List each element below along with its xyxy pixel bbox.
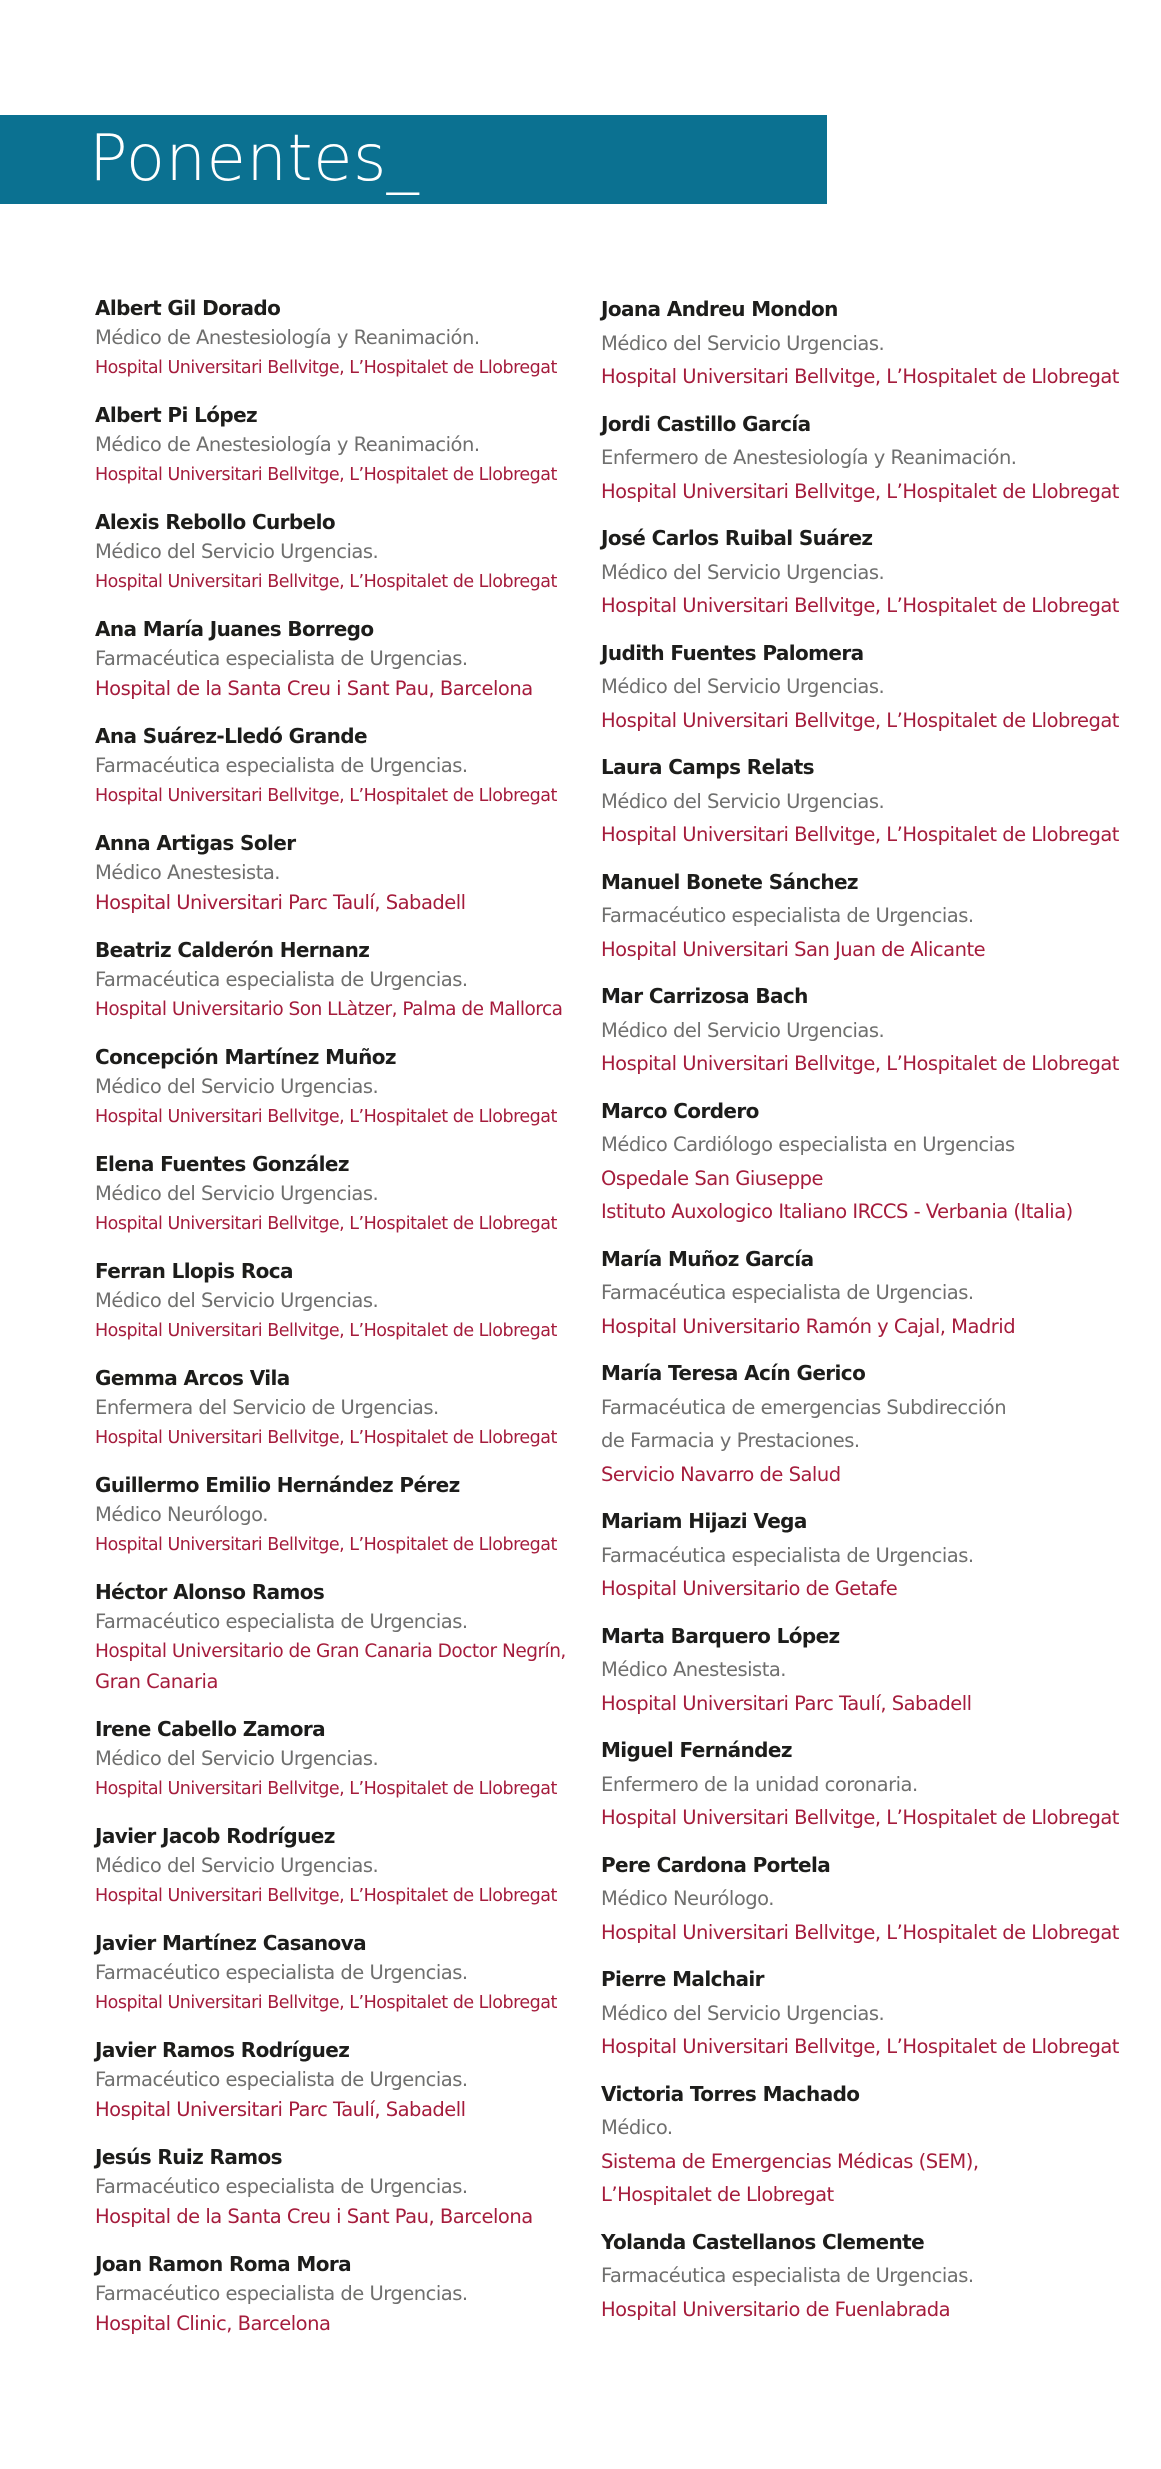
speaker-role xyxy=(601,2259,1131,2293)
speaker-role-line: Médico del Servicio Urgencias. xyxy=(601,1018,885,1042)
speaker-role xyxy=(601,1276,1131,1310)
speaker-name: Manuel Bonete Sánchez xyxy=(601,869,858,894)
speaker-entry xyxy=(601,1505,1131,1606)
speaker-role xyxy=(95,858,570,888)
speaker-institution-line: Hospital Universitari Bellvitge, L’Hospitalet de Llobregat xyxy=(95,1214,557,1234)
speaker-role-line: Médico del Servicio Urgencias. xyxy=(95,1747,379,1770)
speaker-institution xyxy=(601,1162,1131,1229)
speaker-entry xyxy=(601,751,1131,852)
speaker-role-line: Médico Cardiólogo especialista en Urgencias xyxy=(601,1133,1015,1156)
speaker-role xyxy=(601,1539,1131,1573)
speaker-role xyxy=(95,751,570,781)
speaker-name: Javier Ramos Rodríguez xyxy=(95,2038,350,2062)
speaker-entry xyxy=(95,1149,570,1239)
speaker-institution-line: Hospital Universitari Bellvitge, L’Hospitalet de Llobregat xyxy=(601,1052,1119,1075)
speaker-entry xyxy=(601,1095,1131,1229)
speaker-entry xyxy=(601,866,1131,967)
speaker-role xyxy=(601,1653,1131,1687)
speaker-role xyxy=(601,1391,1131,1458)
speaker-institution xyxy=(601,818,1131,852)
speaker-institution-line: Hospital Universitari San Juan de Alicante xyxy=(601,937,986,961)
speaker-name: Albert Gil Dorado xyxy=(95,296,281,320)
speaker-role xyxy=(601,899,1131,933)
speaker-role xyxy=(95,2279,570,2309)
speaker-entry xyxy=(601,1734,1131,1835)
speaker-role xyxy=(601,1768,1131,1802)
speaker-role xyxy=(95,1607,570,1637)
speaker-institution-line: Hospital Universitari Bellvitge, L’Hospitalet de Llobregat xyxy=(95,1535,557,1555)
speaker-name: Joana Andreu Mondon xyxy=(601,297,838,321)
speaker-role-line: Farmacéutico especialista de Urgencias. xyxy=(95,2068,468,2091)
speaker-role-line: Farmacéutica especialista de Urgencias. xyxy=(601,1281,974,1304)
speaker-role xyxy=(601,556,1131,590)
speaker-entry xyxy=(95,614,570,704)
speaker-role-line: de Farmacia y Prestaciones. xyxy=(601,1429,860,1452)
speaker-role-line: Farmacéutico especialista de Urgencias. xyxy=(95,1961,468,1984)
speaker-institution-line: Hospital Universitario de Getafe xyxy=(601,1577,898,1600)
speaker-role-line: Médico Neurólogo. xyxy=(95,1503,268,1526)
speaker-role-line: Médico del Servicio Urgencias. xyxy=(95,540,379,563)
speaker-name: Gemma Arcos Vila xyxy=(95,1366,290,1390)
speaker-institution-line: Hospital Universitari Bellvitge, L’Hospitalet de Llobregat xyxy=(95,572,557,592)
speaker-name: Albert Pi López xyxy=(95,403,258,427)
speaker-role xyxy=(95,1393,570,1423)
speaker-institution xyxy=(95,460,570,490)
speaker-role xyxy=(95,537,570,567)
speaker-role-line: Médico de Anestesiología y Reanimación. xyxy=(95,326,480,349)
speaker-entry xyxy=(95,828,570,918)
speaker-name: Javier Jacob Rodríguez xyxy=(95,1824,335,1848)
speaker-name: Pierre Malchair xyxy=(601,1967,764,1991)
speaker-institution-line: Hospital Universitari Parc Taulí, Sabadell xyxy=(95,891,466,914)
speaker-role xyxy=(601,2111,1131,2145)
speaker-institution-line: Hospital Universitari Bellvitge, L’Hospitalet de Llobregat xyxy=(95,1321,557,1341)
speaker-entry xyxy=(601,408,1131,509)
speaker-name: Javier Martínez Casanova xyxy=(95,1931,366,1955)
speaker-institution xyxy=(601,1916,1131,1950)
speaker-entry xyxy=(95,1256,570,1346)
speaker-institution-line: Hospital Universitari Parc Taulí, Sabadell xyxy=(95,2098,466,2121)
speaker-role-line: Médico de Anestesiología y Reanimación. xyxy=(95,433,480,456)
speaker-entry xyxy=(601,980,1131,1081)
speaker-institution xyxy=(95,353,570,383)
speaker-role xyxy=(601,670,1131,704)
speaker-institution xyxy=(95,1209,570,1239)
speaker-institution-line: Hospital Universitari Bellvitge, L’Hospitalet de Llobregat xyxy=(95,465,557,485)
speaker-institution-line: Hospital de la Santa Creu i Sant Pau, Barcelona xyxy=(95,677,533,700)
speaker-role xyxy=(601,1997,1131,2031)
speaker-role-line: Enfermero de la unidad coronaria. xyxy=(601,1772,918,1796)
speaker-role-line: Médico del Servicio Urgencias. xyxy=(601,331,885,355)
speaker-entry xyxy=(95,1928,570,2018)
speaker-entry xyxy=(601,1243,1131,1344)
speaker-institution-line: Gran Canaria xyxy=(95,1670,218,1693)
speaker-institution-line: Hospital Universitario Ramón y Cajal, Madrid xyxy=(601,1314,1016,1338)
speaker-role-line: Farmacéutica de emergencias Subdirección xyxy=(601,1395,1007,1419)
speaker-name: Héctor Alonso Ramos xyxy=(95,1580,325,1604)
speaker-role-line: Médico Neurólogo. xyxy=(601,1887,774,1910)
speaker-role xyxy=(95,323,570,353)
speaker-entry xyxy=(95,1714,570,1804)
speaker-institution xyxy=(601,2030,1131,2064)
speaker-role-line: Enfermera del Servicio de Urgencias. xyxy=(95,1396,439,1419)
speaker-role-line: Médico del Servicio Urgencias. xyxy=(601,789,885,813)
speaker-entry xyxy=(95,721,570,811)
speaker-institution xyxy=(601,475,1131,509)
speaker-institution-line: Hospital Universitario de Gran Canaria Doctor Negrín, xyxy=(95,1641,566,1662)
speaker-role xyxy=(95,1179,570,1209)
speaker-role xyxy=(601,441,1131,475)
speaker-role-line: Farmacéutica especialista de Urgencias. xyxy=(95,754,468,777)
speaker-role xyxy=(95,644,570,674)
speaker-institution xyxy=(601,1310,1131,1344)
speaker-role xyxy=(601,1128,1131,1162)
speaker-institution xyxy=(95,2095,570,2125)
speaker-entry xyxy=(601,522,1131,623)
speaker-institution xyxy=(95,781,570,811)
speaker-role-line: Farmacéutico especialista de Urgencias. xyxy=(95,1610,468,1633)
speaker-name: Jesús Ruiz Ramos xyxy=(95,2145,282,2169)
speaker-role-line: Enfermero de Anestesiología y Reanimación. xyxy=(601,446,1017,469)
speaker-entry xyxy=(601,2226,1131,2327)
speaker-role-line: Farmacéutica especialista de Urgencias. xyxy=(95,647,468,670)
speaker-name: Pere Cardona Portela xyxy=(601,1852,831,1877)
speaker-entry xyxy=(601,1357,1131,1491)
speaker-institution xyxy=(601,1687,1131,1721)
speaker-institution xyxy=(95,2309,570,2339)
speaker-role xyxy=(95,2065,570,2095)
speaker-entry xyxy=(601,1620,1131,1721)
speaker-role-line: Médico del Servicio Urgencias. xyxy=(95,1854,379,1877)
speaker-name: Ana Suárez-Lledó Grande xyxy=(95,724,367,748)
speaker-role xyxy=(601,785,1131,819)
speaker-institution xyxy=(95,2202,570,2232)
speaker-entry xyxy=(601,1963,1131,2064)
speaker-institution-line: L’Hospitalet de Llobregat xyxy=(601,2183,834,2206)
speaker-name: Judith Fuentes Palomera xyxy=(601,640,864,665)
speaker-institution-line: Servicio Navarro de Salud xyxy=(601,1462,841,1486)
speaker-role xyxy=(95,1286,570,1316)
speaker-name: Concepción Martínez Muñoz xyxy=(95,1045,396,1069)
speaker-institution xyxy=(95,1774,570,1804)
speaker-institution xyxy=(601,2293,1131,2327)
speaker-institution xyxy=(601,2145,1131,2212)
speaker-institution-line: Istituto Auxologico Italiano IRCCS - Verbania (Italia) xyxy=(601,1200,1073,1223)
speaker-entry xyxy=(601,293,1131,394)
speaker-name: Beatriz Calderón Hernanz xyxy=(95,938,370,962)
speaker-role xyxy=(601,1882,1131,1916)
speaker-entry xyxy=(95,1042,570,1132)
speaker-institution-line: Ospedale San Giuseppe xyxy=(601,1166,824,1190)
speaker-institution-line: Hospital Universitari Bellvitge, L’Hospitalet de Llobregat xyxy=(95,358,557,378)
speaker-name: Laura Camps Relats xyxy=(601,755,814,779)
speaker-role-line: Médico del Servicio Urgencias. xyxy=(601,2001,885,2025)
speaker-role-line: Farmacéutica especialista de Urgencias. xyxy=(95,968,468,991)
speaker-institution xyxy=(601,589,1131,623)
speaker-institution xyxy=(95,1530,570,1560)
speaker-entry xyxy=(95,1363,570,1453)
speaker-institution xyxy=(601,1458,1131,1492)
speaker-entry xyxy=(95,2249,570,2339)
speaker-entry xyxy=(95,1577,570,1697)
speaker-institution-line: Hospital de la Santa Creu i Sant Pau, Barcelona xyxy=(95,2205,533,2228)
speaker-role-line: Médico del Servicio Urgencias. xyxy=(601,675,885,698)
speaker-institution-line: Hospital Universitari Bellvitge, L’Hospitalet de Llobregat xyxy=(95,786,557,806)
speaker-entry xyxy=(601,1849,1131,1950)
speaker-role xyxy=(95,1744,570,1774)
speakers-column-left xyxy=(95,293,570,2356)
speaker-name: Ana María Juanes Borrego xyxy=(95,617,374,641)
speaker-role-line: Farmacéutico especialista de Urgencias. xyxy=(95,2175,468,2198)
speaker-institution-line: Hospital Universitari Parc Taulí, Sabadell xyxy=(601,1691,972,1715)
speaker-name: Ferran Llopis Roca xyxy=(95,1259,293,1283)
speaker-role xyxy=(601,327,1131,361)
speaker-role-line: Médico del Servicio Urgencias. xyxy=(95,1075,379,1098)
speaker-role-line: Médico. xyxy=(601,2116,673,2139)
speaker-institution-line: Hospital Universitari Bellvitge, L’Hospitalet de Llobregat xyxy=(601,1920,1119,1944)
speaker-institution xyxy=(95,888,570,918)
speaker-institution-line: Hospital Universitari Bellvitge, L’Hospitalet de Llobregat xyxy=(95,1993,557,2013)
speaker-name: Yolanda Castellanos Clemente xyxy=(601,2229,925,2254)
speaker-role xyxy=(95,1072,570,1102)
speaker-role-line: Farmacéutico especialista de Urgencias. xyxy=(601,904,974,927)
speaker-name: María Muñoz García xyxy=(601,1246,814,1271)
speaker-name: Irene Cabello Zamora xyxy=(95,1717,326,1741)
speaker-institution xyxy=(95,674,570,704)
speaker-name: María Teresa Acín Gerico xyxy=(601,1361,866,1385)
speaker-role xyxy=(601,1014,1131,1048)
speaker-institution-line: Hospital Universitari Bellvitge, L’Hospitalet de Llobregat xyxy=(95,1779,557,1799)
speaker-institution-line: Hospital Universitari Bellvitge, L’Hospitalet de Llobregat xyxy=(95,1886,557,1906)
speaker-name: Miguel Fernández xyxy=(601,1738,792,1762)
speaker-institution-line: Hospital Universitari Bellvitge, L’Hospitalet de Llobregat xyxy=(601,2035,1119,2058)
speaker-institution xyxy=(601,704,1131,738)
speaker-name: Marco Cordero xyxy=(601,1098,759,1123)
speaker-institution xyxy=(601,360,1131,394)
speaker-institution-line: Hospital Universitari Bellvitge, L’Hospitalet de Llobregat xyxy=(601,594,1119,617)
speaker-role xyxy=(95,1958,570,1988)
speaker-name: Marta Barquero López xyxy=(601,1623,840,1648)
header-banner xyxy=(0,115,827,204)
speaker-role-line: Médico Anestesista. xyxy=(601,1658,786,1681)
page-title: Ponentes_ xyxy=(89,122,420,196)
speaker-name: Mariam Hijazi Vega xyxy=(601,1509,807,1533)
speaker-institution-line: Hospital Universitari Bellvitge, L’Hospitalet de Llobregat xyxy=(601,1806,1119,1829)
speaker-entry xyxy=(95,2035,570,2125)
speaker-entry xyxy=(95,2142,570,2232)
speaker-role-line: Médico del Servicio Urgencias. xyxy=(95,1289,379,1312)
speaker-institution-line: Hospital Clinic, Barcelona xyxy=(95,2312,331,2335)
speaker-institution xyxy=(95,1637,570,1697)
speaker-role xyxy=(95,1500,570,1530)
speaker-entry xyxy=(95,400,570,490)
speaker-institution-line: Hospital Universitari Bellvitge, L’Hospitalet de Llobregat xyxy=(95,1428,557,1448)
speaker-institution xyxy=(95,1423,570,1453)
speaker-role xyxy=(95,430,570,460)
speaker-institution xyxy=(95,1316,570,1346)
speaker-institution xyxy=(95,1102,570,1132)
speaker-role xyxy=(95,1851,570,1881)
speaker-role xyxy=(95,2172,570,2202)
speaker-entry xyxy=(601,2078,1131,2212)
speaker-entry xyxy=(601,637,1131,738)
speaker-role-line: Farmacéutica especialista de Urgencias. xyxy=(601,2264,974,2287)
speaker-name: Mar Carrizosa Bach xyxy=(601,984,808,1008)
speaker-institution xyxy=(601,1801,1131,1835)
speaker-entry xyxy=(95,935,570,1025)
speaker-role-line: Médico del Servicio Urgencias. xyxy=(601,560,885,584)
speaker-entry xyxy=(95,507,570,597)
speaker-name: José Carlos Ruibal Suárez xyxy=(601,526,873,550)
speaker-role xyxy=(95,965,570,995)
speaker-role-line: Farmacéutico especialista de Urgencias. xyxy=(95,2282,468,2305)
speaker-name: Guillermo Emilio Hernández Pérez xyxy=(95,1473,460,1497)
speaker-role-line: Farmacéutica especialista de Urgencias. xyxy=(601,1543,974,1567)
speaker-entry xyxy=(95,293,570,383)
speaker-institution xyxy=(601,1572,1131,1606)
speaker-institution-line: Hospital Universitario de Fuenlabrada xyxy=(601,2297,951,2321)
speaker-name: Jordi Castillo García xyxy=(601,411,811,436)
speaker-institution xyxy=(601,1047,1131,1081)
speaker-name: Joan Ramon Roma Mora xyxy=(95,2252,351,2276)
speaker-entry xyxy=(95,1470,570,1560)
speaker-institution-line: Hospital Universitari Bellvitge, L’Hospitalet de Llobregat xyxy=(601,823,1119,846)
speaker-institution xyxy=(95,995,570,1025)
speaker-institution-line: Hospital Universitari Bellvitge, L’Hospitalet de Llobregat xyxy=(95,1107,557,1127)
speakers-column-right xyxy=(601,293,1131,2340)
speaker-name: Alexis Rebollo Curbelo xyxy=(95,510,336,534)
speaker-institution xyxy=(95,567,570,597)
speaker-role-line: Médico Anestesista. xyxy=(95,861,280,884)
speaker-institution-line: Hospital Universitari Bellvitge, L’Hospitalet de Llobregat xyxy=(601,365,1119,388)
speaker-institution-line: Sistema de Emergencias Médicas (SEM), xyxy=(601,2149,979,2173)
speaker-institution xyxy=(601,933,1131,967)
speaker-entry xyxy=(95,1821,570,1911)
speaker-role-line: Médico del Servicio Urgencias. xyxy=(95,1182,379,1205)
speaker-name: Elena Fuentes González xyxy=(95,1152,349,1176)
speaker-institution-line: Hospital Universitari Bellvitge, L’Hospitalet de Llobregat xyxy=(601,479,1119,503)
speaker-institution-line: Hospital Universitari Bellvitge, L’Hospitalet de Llobregat xyxy=(601,708,1119,732)
speaker-name: Victoria Torres Machado xyxy=(601,2081,860,2106)
speaker-name: Anna Artigas Soler xyxy=(95,831,296,855)
speaker-institution xyxy=(95,1988,570,2018)
speaker-institution-line: Hospital Universitario Son LLàtzer, Palma de Mallorca xyxy=(95,999,563,1020)
speaker-institution xyxy=(95,1881,570,1911)
